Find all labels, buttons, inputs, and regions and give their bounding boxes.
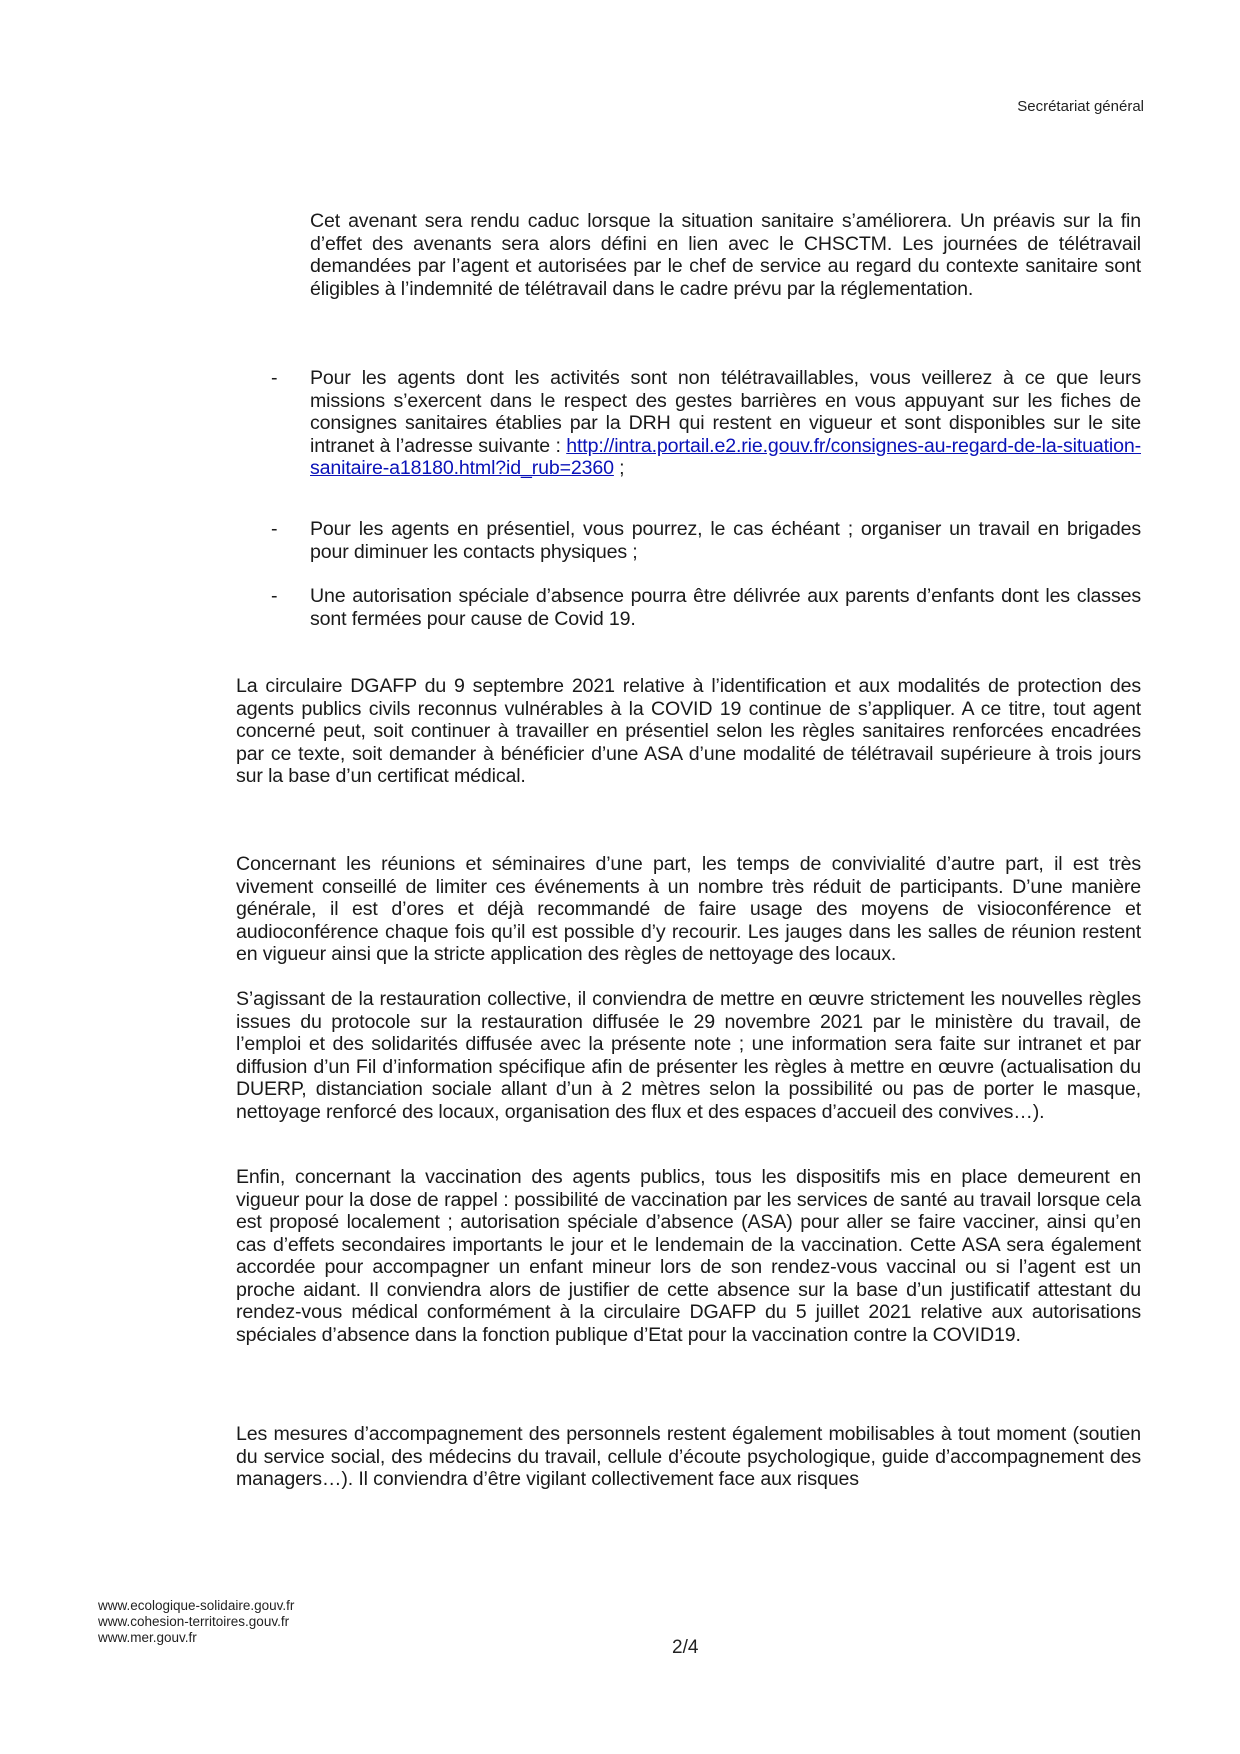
bullet-dash: - (271, 518, 278, 540)
paragraph-vaccination: Enfin, concernant la vaccination des agents publics, tous les dispositifs mis en place demeurent en vigueur pour la dose de rappel : possibilité de vaccination par les services de santé au travail lorsque cela est proposé localement ; autorisation spéciale d’absence (ASA) pour aller se faire vacciner, ainsi qu’en cas d’effets secondaires importants le jour et le lendemain de la vaccination. Cette ASA sera également accordée pour accompagner un enfant mineur lors de son rendez-vous vaccinal ou si l’agent est un proche aidant. Il conviendra alors de justifier de cette absence sur la base d’un justificatif attestant du rendez-vous médical conformément à la circulaire DGAFP du 5 juillet 2021 relative aux autorisations spéciales d’absence dans la fonction publique d’Etat pour la vaccination contre la COVID19. (236, 1166, 1141, 1346)
footer-website-link[interactable]: www.cohesion-territoires.gouv.fr (98, 1614, 290, 1629)
paragraph-meetings: Concernant les réunions et séminaires d’une part, les temps de convivialité d’autre part, il est très vivement conseillé de limiter ces événements à un nombre très réduit de participants. D’une manière générale, il est d’ores et déjà recommandé de faire usage des moyens de visioconférence et audioconférence chaque fois qu’il est possible d’y recourir. Les jauges dans les salles de réunion restent en vigueur ainsi que la stricte application des règles de nettoyage des locaux. (236, 853, 1141, 965)
bullet-dash: - (271, 585, 278, 607)
header-department: Secrétariat général (1017, 98, 1144, 115)
page-number: 2/4 (672, 1637, 699, 1658)
bullet-text-before-link: Pour les agents dont les activités sont non télétravaillables, vous veillerez à ce que leurs missions s’exercent dans le respect des gestes barrières en vous appuyant sur les fiches de consignes sanitaires établies par la DRH qui restent en vigueur et sont disponibles sur le site intranet à l’adresse suivante : (310, 367, 1141, 457)
bullet-text-after-link: ; (613, 457, 625, 479)
footer-website-link[interactable]: www.mer.gouv.fr (98, 1630, 197, 1645)
bullet-text: Pour les agents en présentiel, vous pourrez, le cas échéant ; organiser un travail en brigades pour diminuer les contacts physiques ; (310, 518, 1141, 563)
footer-websites (98, 1598, 294, 1646)
bullet-dash: - (271, 367, 278, 389)
bullet-text (310, 367, 1141, 480)
continuation-paragraph: Cet avenant sera rendu caduc lorsque la situation sanitaire s’améliorera. Un préavis sur la fin d’effet des avenants sera alors défini en lien avec le CHSCTM. Les journées de télétravail demandées par l’agent et autorisées par le chef de service au regard du contexte sanitaire sont éligibles à l’indemnité de télétravail dans le cadre prévu par la réglementation. (310, 210, 1141, 300)
paragraph-support-measures: Les mesures d’accompagnement des personnels restent également mobilisables à tout moment (soutien du service social, des médecins du travail, cellule d’écoute psychologique, guide d’accompagnement des managers…). Il conviendra d’être vigilant collectivement face aux risques (236, 1423, 1141, 1490)
paragraph-catering: S’agissant de la restauration collective, il conviendra de mettre en œuvre strictement les nouvelles règles issues du protocole sur la restauration diffusée le 29 novembre 2021 par le ministère du travail, de l’emploi et des solidarités diffusée avec la présente note ; une information sera faite sur intranet et par diffusion d’un Fil d’information spécifique afin de présenter les règles à mettre en œuvre (actualisation du DUERP, distanciation sociale allant d’un à 2 mètres selon la possibilité ou pas de porter le masque, nettoyage renforcé des locaux, organisation des flux et des espaces d’accueil des convives…). (236, 988, 1141, 1123)
footer-website-link[interactable]: www.ecologique-solidaire.gouv.fr (98, 1598, 295, 1613)
bullet-text: Une autorisation spéciale d’absence pourra être délivrée aux parents d’enfants dont les classes sont fermées pour cause de Covid 19. (310, 585, 1141, 630)
intranet-link[interactable]: http://intra.portail.e2.rie.gouv.fr/consignes-au-regard-de-la-situation-sanitaire-a18180.html?id_rub=2360 (310, 434, 1141, 479)
paragraph-vulnerable-agents: La circulaire DGAFP du 9 septembre 2021 relative à l’identification et aux modalités de protection des agents publics civils reconnus vulnérables à la COVID 19 continue de s’appliquer. A ce titre, tout agent concerné peut, soit continuer à travailler en présentiel selon les règles sanitaires renforcées encadrées par ce texte, soit demander à bénéficier d’une ASA d’une modalité de télétravail supérieure à trois jours sur la base d’un certificat médical. (236, 675, 1141, 787)
